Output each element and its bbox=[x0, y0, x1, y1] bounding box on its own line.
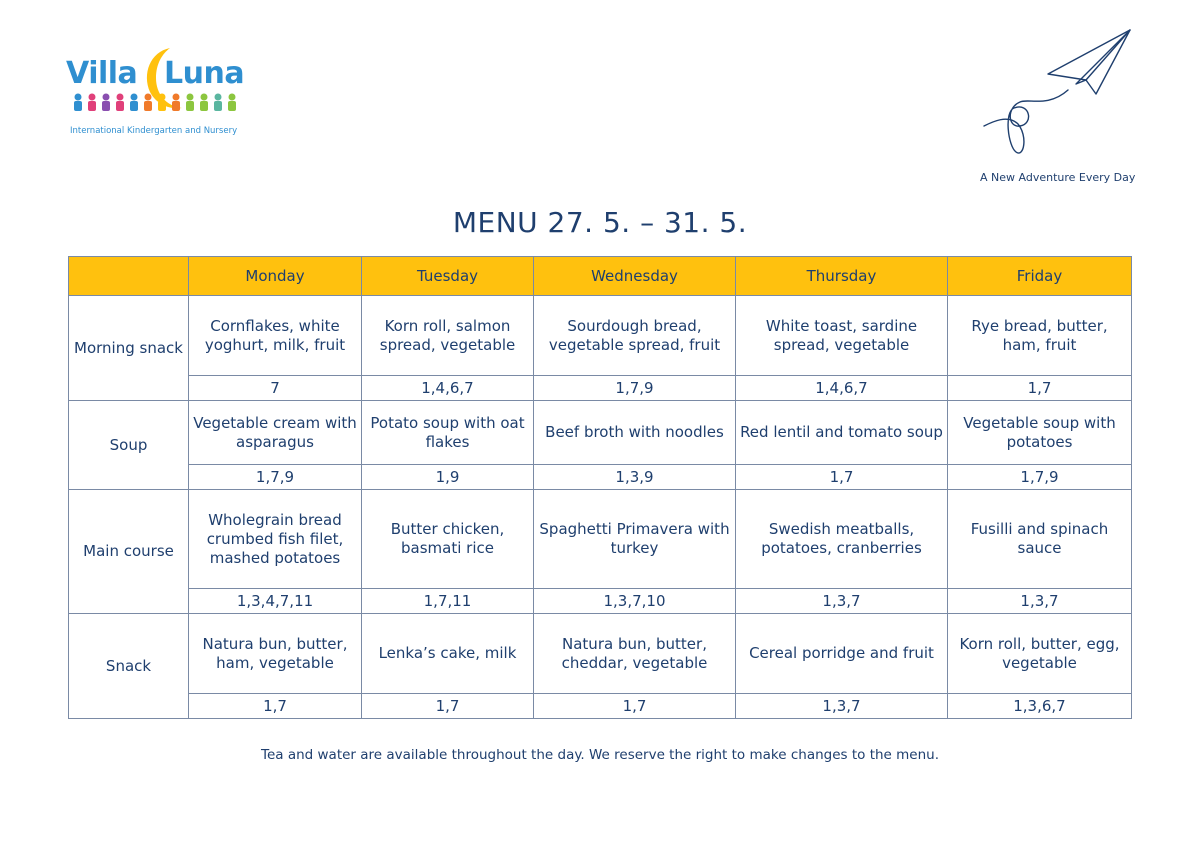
logo-word-villa: Villa bbox=[66, 56, 138, 91]
allergen-cell: 1,3,7,10 bbox=[534, 589, 736, 614]
day-header: Wednesday bbox=[534, 257, 736, 296]
meal-label: Snack bbox=[69, 614, 189, 719]
allergen-row bbox=[69, 465, 1132, 490]
dish-cell: Cornflakes, white yoghurt, milk, fruit bbox=[189, 296, 362, 376]
allergen-cell: 1,3,7 bbox=[736, 694, 948, 719]
meal-label: Morning snack bbox=[69, 296, 189, 401]
allergen-row bbox=[69, 589, 1132, 614]
villa-luna-logo bbox=[66, 44, 246, 139]
dish-cell: Potato soup with oat flakes bbox=[362, 401, 534, 465]
day-header: Friday bbox=[948, 257, 1132, 296]
dish-cell: Rye bread, butter, ham, fruit bbox=[948, 296, 1132, 376]
logo-word-luna: Luna bbox=[164, 56, 245, 91]
meal-label: Main course bbox=[69, 490, 189, 614]
dish-cell: Beef broth with noodles bbox=[534, 401, 736, 465]
dish-cell: Vegetable soup with potatoes bbox=[948, 401, 1132, 465]
dish-cell: Fusilli and spinach sauce bbox=[948, 490, 1132, 589]
allergen-cell: 1,3,7 bbox=[948, 589, 1132, 614]
dish-cell: White toast, sardine spread, vegetable bbox=[736, 296, 948, 376]
dish-cell: Swedish meatballs, potatoes, cranberries bbox=[736, 490, 948, 589]
allergen-cell: 1,7,11 bbox=[362, 589, 534, 614]
header-row bbox=[69, 257, 1132, 296]
dish-cell: Natura bun, butter, cheddar, vegetable bbox=[534, 614, 736, 694]
allergen-cell: 1,7 bbox=[948, 376, 1132, 401]
header-corner bbox=[69, 257, 189, 296]
day-header: Thursday bbox=[736, 257, 948, 296]
day-header: Monday bbox=[189, 257, 362, 296]
dish-cell: Spaghetti Primavera with turkey bbox=[534, 490, 736, 589]
dish-cell: Lenka’s cake, milk bbox=[362, 614, 534, 694]
meal-row-soup bbox=[69, 401, 1132, 465]
meal-label: Soup bbox=[69, 401, 189, 490]
allergen-cell: 1,7,9 bbox=[534, 376, 736, 401]
allergen-cell: 1,9 bbox=[362, 465, 534, 490]
allergen-cell: 1,3,4,7,11 bbox=[189, 589, 362, 614]
allergen-cell: 1,7,9 bbox=[948, 465, 1132, 490]
meal-row-morning-snack bbox=[69, 296, 1132, 376]
allergen-cell: 1,4,6,7 bbox=[736, 376, 948, 401]
allergen-cell: 1,7 bbox=[736, 465, 948, 490]
allergen-row bbox=[69, 376, 1132, 401]
meal-row-main-course bbox=[69, 490, 1132, 589]
dish-cell: Red lentil and tomato soup bbox=[736, 401, 948, 465]
adventure-tagline: A New Adventure Every Day bbox=[980, 171, 1136, 184]
dish-cell: Korn roll, salmon spread, vegetable bbox=[362, 296, 534, 376]
dish-cell: Sourdough bread, vegetable spread, fruit bbox=[534, 296, 736, 376]
dish-cell: Butter chicken, basmati rice bbox=[362, 490, 534, 589]
allergen-cell: 7 bbox=[189, 376, 362, 401]
allergen-row bbox=[69, 694, 1132, 719]
allergen-cell: 1,4,6,7 bbox=[362, 376, 534, 401]
footer-note: Tea and water are available throughout the day. We reserve the right to make changes to the menu. bbox=[261, 747, 939, 763]
allergen-cell: 1,7 bbox=[362, 694, 534, 719]
allergen-cell: 1,3,6,7 bbox=[948, 694, 1132, 719]
logo-tagline: International Kindergarten and Nursery bbox=[70, 126, 238, 136]
page-title: MENU 27. 5. – 31. 5. bbox=[452, 206, 748, 239]
dish-cell: Korn roll, butter, egg, vegetable bbox=[948, 614, 1132, 694]
menu-table bbox=[68, 256, 1132, 719]
dish-cell: Vegetable cream with asparagus bbox=[189, 401, 362, 465]
allergen-cell: 1,3,9 bbox=[534, 465, 736, 490]
meal-row-snack bbox=[69, 614, 1132, 694]
allergen-cell: 1,7,9 bbox=[189, 465, 362, 490]
children-row-icon bbox=[70, 92, 240, 118]
dish-cell: Cereal porridge and fruit bbox=[736, 614, 948, 694]
paper-plane-icon bbox=[978, 28, 1138, 163]
allergen-cell: 1,3,7 bbox=[736, 589, 948, 614]
day-header: Tuesday bbox=[362, 257, 534, 296]
dish-cell: Natura bun, butter, ham, vegetable bbox=[189, 614, 362, 694]
dish-cell: Wholegrain bread crumbed fish filet, mashed potatoes bbox=[189, 490, 362, 589]
allergen-cell: 1,7 bbox=[534, 694, 736, 719]
allergen-cell: 1,7 bbox=[189, 694, 362, 719]
